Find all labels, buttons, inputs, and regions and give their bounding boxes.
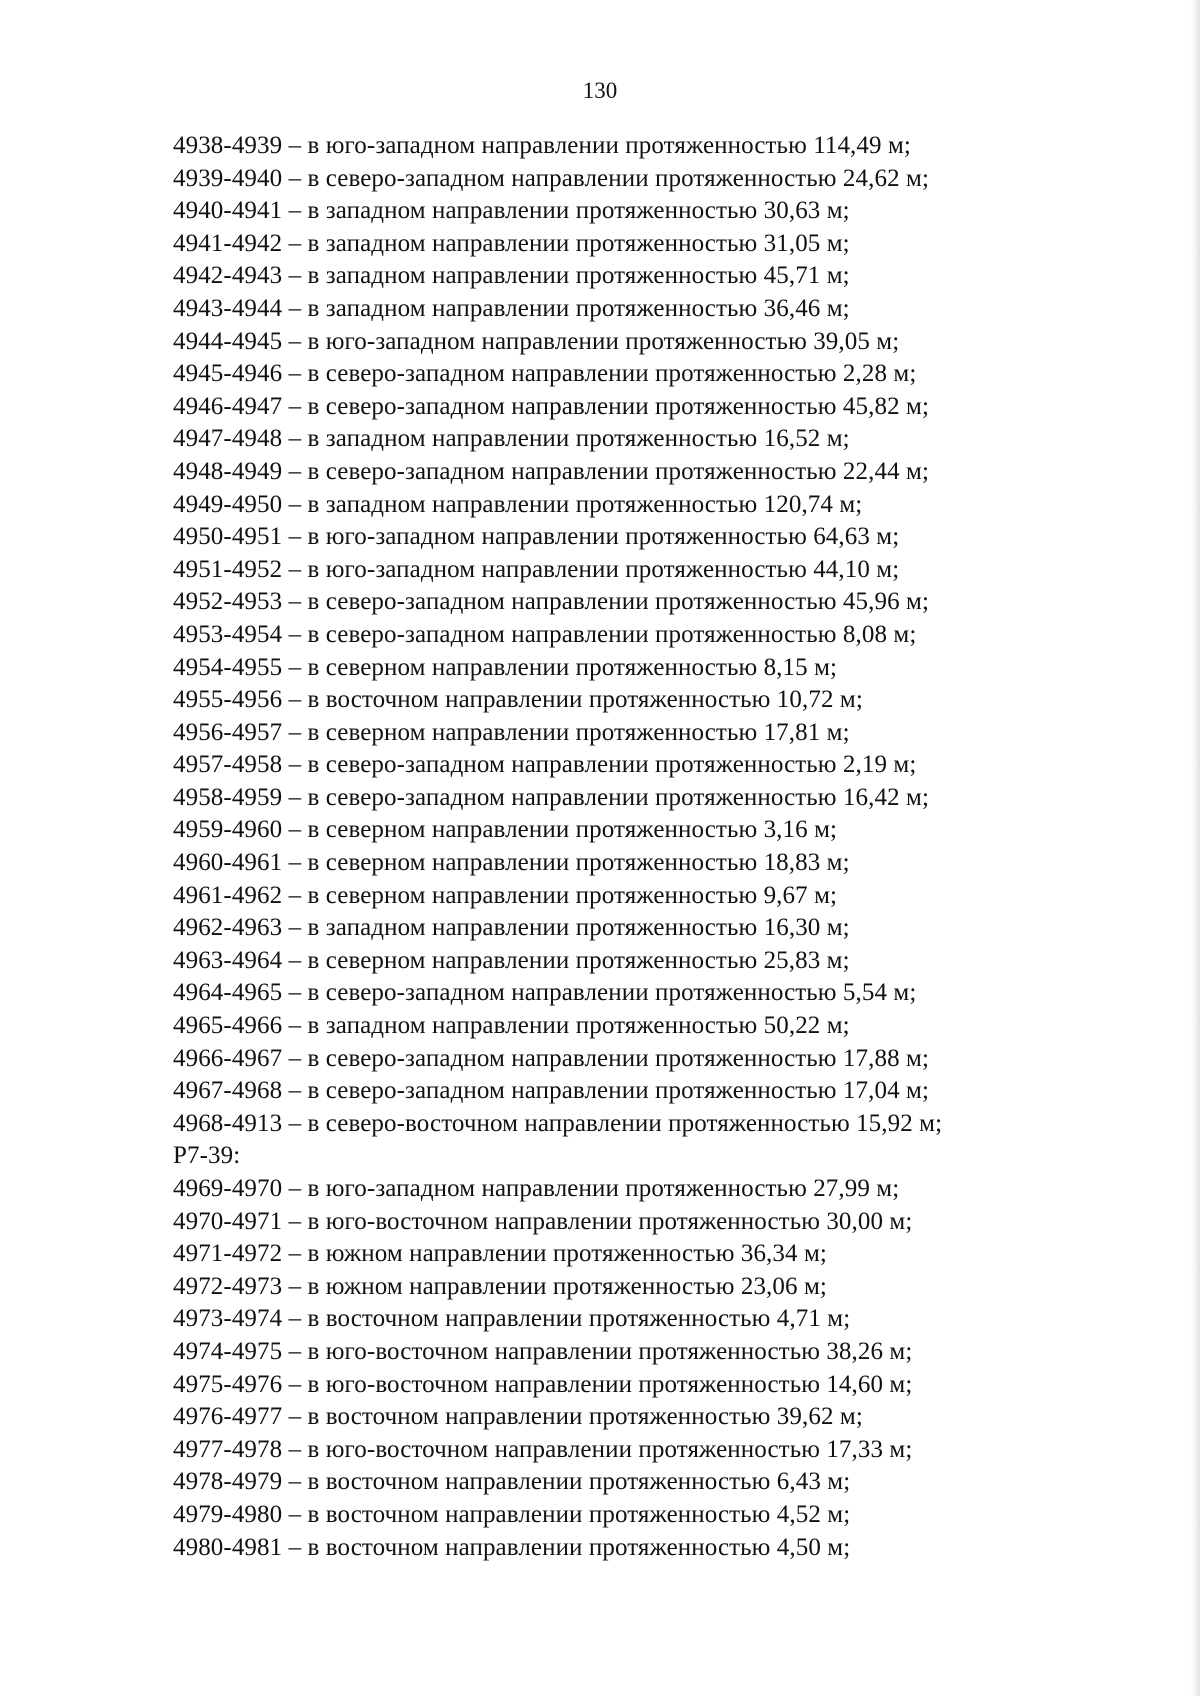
- list-item: 4970-4971 – в юго-восточном направлении протяженностью 30,00 м;: [173, 1207, 913, 1235]
- list-item: 4939-4940 – в северо-западном направлении протяженностью 24,62 м;: [173, 164, 929, 192]
- list-item: 4954-4955 – в северном направлении протяженностью 8,15 м;: [173, 653, 838, 681]
- list-item: 4972-4973 – в южном направлении протяженностью 23,06 м;: [173, 1272, 827, 1300]
- list-item: 4973-4974 – в восточном направлении протяженностью 4,71 м;: [173, 1305, 851, 1333]
- boundary-description-list: [173, 130, 1073, 1564]
- list-item: 4949-4950 – в западном направлении протяженностью 120,74 м;: [173, 490, 863, 518]
- list-item: 4974-4975 – в юго-восточном направлении протяженностью 38,26 м;: [173, 1337, 913, 1365]
- list-item: 4980-4981 – в восточном направлении протяженностью 4,50 м;: [173, 1533, 851, 1561]
- list-item: 4962-4963 – в западном направлении протяженностью 16,30 м;: [173, 914, 850, 942]
- list-item: 4978-4979 – в восточном направлении протяженностью 6,43 м;: [173, 1468, 851, 1496]
- list-item: 4960-4961 – в северном направлении протяженностью 18,83 м;: [173, 849, 850, 877]
- list-item: 4966-4967 – в северо-западном направлении протяженностью 17,88 м;: [173, 1044, 929, 1072]
- list-item: 4965-4966 – в западном направлении протяженностью 50,22 м;: [173, 1012, 850, 1040]
- list-item: 4955-4956 – в восточном направлении протяженностью 10,72 м;: [173, 686, 863, 714]
- list-item: 4959-4960 – в северном направлении протяженностью 3,16 м;: [173, 816, 838, 844]
- list-item: 4976-4977 – в восточном направлении протяженностью 39,62 м;: [173, 1403, 863, 1431]
- section-heading: Р7-39:: [173, 1142, 241, 1170]
- list-item: 4951-4952 – в юго-западном направлении протяженностью 44,10 м;: [173, 555, 900, 583]
- list-item: 4941-4942 – в западном направлении протяженностью 31,05 м;: [173, 229, 850, 257]
- list-item: 4947-4948 – в западном направлении протяженностью 16,52 м;: [173, 425, 850, 453]
- list-item: 4977-4978 – в юго-восточном направлении протяженностью 17,33 м;: [173, 1435, 913, 1463]
- list-item: 4946-4947 – в северо-западном направлении протяженностью 45,82 м;: [173, 392, 929, 420]
- list-item: 4967-4968 – в северо-западном направлении протяженностью 17,04 м;: [173, 1077, 929, 1105]
- list-item: 4942-4943 – в западном направлении протяженностью 45,71 м;: [173, 262, 850, 290]
- list-item: 4963-4964 – в северном направлении протяженностью 25,83 м;: [173, 946, 850, 974]
- list-item: 4979-4980 – в восточном направлении протяженностью 4,52 м;: [173, 1500, 851, 1528]
- list-item: 4943-4944 – в западном направлении протяженностью 36,46 м;: [173, 294, 850, 322]
- list-item: 4945-4946 – в северо-западном направлении протяженностью 2,28 м;: [173, 360, 917, 388]
- list-item: 4957-4958 – в северо-западном направлении протяженностью 2,19 м;: [173, 751, 917, 779]
- list-item: 4964-4965 – в северо-западном направлении протяженностью 5,54 м;: [173, 979, 917, 1007]
- list-item: 4958-4959 – в северо-западном направлении протяженностью 16,42 м;: [173, 783, 929, 811]
- list-item: 4944-4945 – в юго-западном направлении протяженностью 39,05 м;: [173, 327, 900, 355]
- list-item: 4961-4962 – в северном направлении протяженностью 9,67 м;: [173, 881, 838, 909]
- scan-edge: [1190, 0, 1200, 1696]
- list-item: 4953-4954 – в северо-западном направлении протяженностью 8,08 м;: [173, 620, 917, 648]
- list-item: 4938-4939 – в юго-западном направлении протяженностью 114,49 м;: [173, 132, 911, 159]
- list-item: 4969-4970 – в юго-западном направлении протяженностью 27,99 м;: [173, 1175, 900, 1202]
- list-item: 4971-4972 – в южном направлении протяженностью 36,34 м;: [173, 1240, 827, 1268]
- list-item: 4940-4941 – в западном направлении протяженностью 30,63 м;: [173, 197, 850, 225]
- list-item: 4968-4913 – в северо-восточном направлении протяженностью 15,92 м;: [173, 1109, 943, 1137]
- list-item: 4952-4953 – в северо-западном направлении протяженностью 45,96 м;: [173, 588, 929, 616]
- list-item: 4948-4949 – в северо-западном направлении протяженностью 22,44 м;: [173, 457, 929, 485]
- list-item: 4975-4976 – в юго-восточном направлении протяженностью 14,60 м;: [173, 1370, 913, 1398]
- list-item: 4950-4951 – в юго-западном направлении протяженностью 64,63 м;: [173, 523, 900, 551]
- page-number: 130: [582, 78, 618, 103]
- list-item: 4956-4957 – в северном направлении протяженностью 17,81 м;: [173, 718, 850, 746]
